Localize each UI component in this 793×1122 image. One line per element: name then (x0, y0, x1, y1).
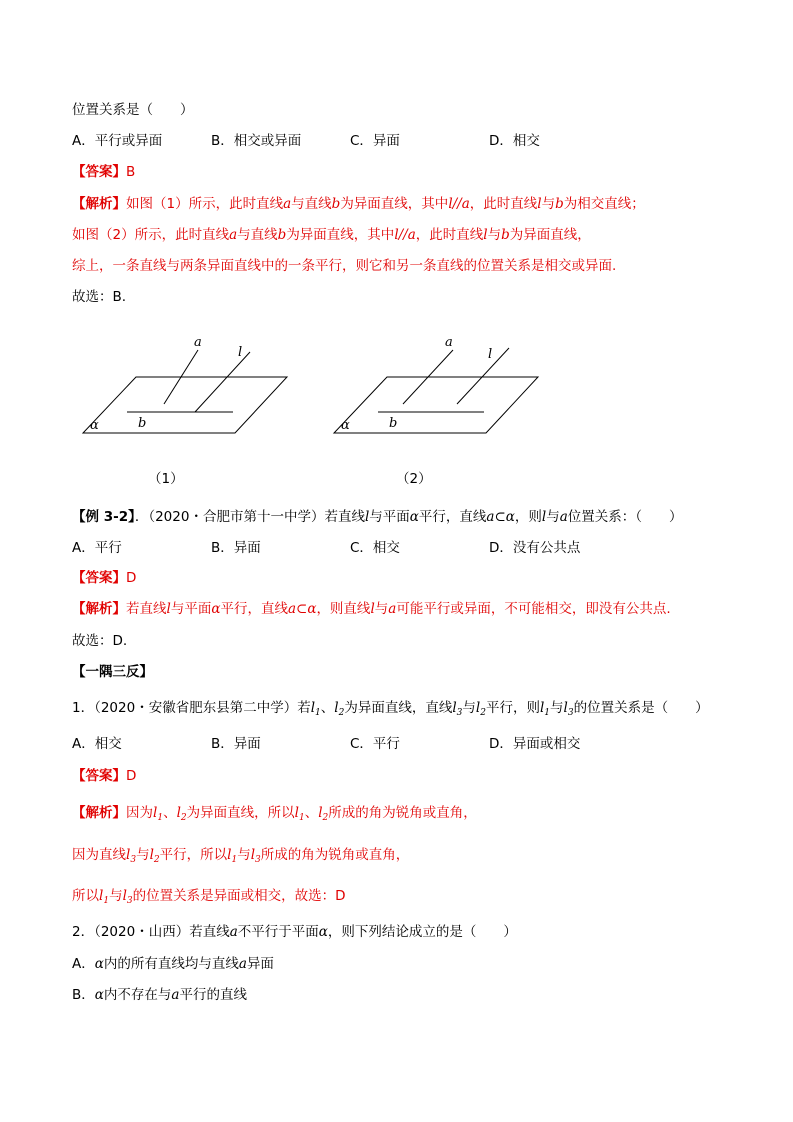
math-a: a (229, 227, 238, 243)
q1-stem (72, 698, 709, 723)
answer-tag: 【答案】 (72, 768, 126, 784)
text: 与直线 (291, 196, 332, 212)
text: 内的所有直线均与直线 (103, 956, 239, 972)
math-b: b (501, 227, 510, 243)
math-l3: $l_3$ (126, 847, 137, 865)
text: 若直线 (126, 601, 167, 617)
option-a[interactable]: A．平行 (72, 540, 122, 556)
line-l (457, 348, 509, 404)
text: 所成的角为锐角或直角， (328, 805, 477, 821)
label-a: a (194, 335, 202, 350)
answer-value: D (126, 570, 137, 586)
text: ，则下列结论成立的是（ ） (327, 924, 517, 940)
math-l1: $l_1$ (539, 700, 551, 718)
math-l-parallel-a: l//a (448, 196, 470, 212)
math-l: l (364, 509, 370, 525)
math-l2: $l_2$ (334, 700, 345, 718)
section-heading: 【一隅三反】 (72, 664, 153, 680)
option-b[interactable]: B．相交或异面 (211, 133, 302, 149)
math-l1: $l_1$ (153, 805, 164, 823)
math-l1: $l_1$ (294, 805, 305, 823)
text: 的位置关系是（ ） (573, 700, 709, 716)
choose-line: 故选：B. (72, 289, 127, 305)
math-alpha: α (211, 601, 221, 617)
answer-line (72, 568, 136, 588)
label-l: l (238, 345, 243, 360)
text: 异面 (246, 956, 274, 972)
text: 2．（2020・山西）若直线 (72, 924, 230, 940)
text: 与 (487, 227, 502, 243)
text: 为异面直线，所以 (186, 805, 295, 821)
text: 为异面直线，其中 (286, 227, 395, 243)
math-b: b (555, 196, 564, 212)
option-a[interactable] (72, 954, 274, 974)
answer-value: B (126, 164, 136, 180)
text: 与 (237, 847, 251, 863)
math-a: a (171, 987, 180, 1003)
math-a: a (388, 601, 397, 617)
figure-2-caption: （2） (396, 471, 432, 487)
text: 所以 (72, 888, 99, 904)
math-l3: $l_3$ (122, 888, 133, 906)
option-c[interactable]: C．异面 (350, 133, 400, 149)
plane-alpha (83, 377, 287, 433)
option-d[interactable]: D．异面或相交 (489, 736, 581, 752)
figure-1 (78, 330, 293, 440)
text: ，则 (514, 509, 542, 525)
text: 与平面 (369, 509, 410, 525)
text: 、 (304, 805, 319, 821)
answer-tag: 【答案】 (72, 570, 126, 586)
math-l2: $l_2$ (475, 700, 486, 718)
text: 的位置关系是异面或相交，故选：D (132, 888, 346, 904)
q2-stem (72, 922, 517, 942)
math-l: l (166, 601, 171, 617)
math-b: b (277, 227, 287, 243)
text: 与 (541, 196, 556, 212)
option-a[interactable]: A．相交 (72, 736, 122, 752)
option-c[interactable]: C．平行 (350, 736, 400, 752)
text: 如图（1）所示，此时直线 (126, 196, 284, 212)
text: 为异面直线，其中 (340, 196, 449, 212)
text: 不平行于平面 (237, 924, 319, 940)
math-l: l (370, 601, 375, 617)
text: 位置关系：（ ） (567, 509, 683, 525)
text: 、 (163, 805, 177, 821)
math-alpha: α (409, 509, 419, 525)
math-b: b (331, 196, 341, 212)
option-b[interactable]: B．异面 (211, 736, 261, 752)
answer-tag: 【答案】 (72, 164, 126, 180)
text: 与 (550, 700, 564, 716)
text: 因为 (126, 805, 153, 821)
analysis-tag: 【解析】 (72, 805, 126, 821)
analysis-tag: 【解析】 (72, 196, 126, 212)
label-l: l (488, 347, 493, 362)
options-row (72, 131, 540, 151)
text: 为相交直线； (563, 196, 645, 212)
analysis-tag: 【解析】 (72, 601, 126, 617)
math-l2: $l_2$ (149, 847, 160, 865)
text: 可能平行或异面，不可能相交，即没有公共点. (396, 601, 671, 617)
text: 平行的直线 (179, 987, 247, 1003)
option-a[interactable]: A．平行或异面 (72, 133, 163, 149)
label-alpha: α (341, 418, 350, 433)
math-a: a (559, 509, 568, 525)
analysis-line-2 (72, 225, 591, 245)
text: 与 (109, 888, 123, 904)
text: A． (72, 956, 95, 972)
math-l1: $l_1$ (99, 888, 110, 906)
label-b: b (138, 416, 147, 431)
text: 平行，直线 (418, 509, 487, 525)
text: ，此时直线 (469, 196, 538, 212)
question-stem-end: 位置关系是（ ） (72, 102, 194, 118)
example-3-2-stem (72, 507, 683, 527)
choose-line: 故选：D. (72, 633, 128, 649)
math-l-parallel-a: l//a (394, 227, 416, 243)
math-a: a (238, 956, 247, 972)
text: 如图（2）所示，此时直线 (72, 227, 230, 243)
analysis-line-3: 综上，一条直线与两条异面直线中的一条平行，则它和另一条直线的位置关系是相交或异面. (72, 258, 617, 274)
text: 内不存在与 (103, 987, 172, 1003)
option-c[interactable]: C．相交 (350, 540, 400, 556)
math-l3: $l_3$ (452, 700, 463, 718)
text: 平行，则 (485, 700, 540, 716)
figure-1-caption: （1） (148, 471, 184, 487)
line-l (195, 352, 250, 412)
text: 与 (462, 700, 476, 716)
math-a-subset-alpha: a⊂α (287, 601, 317, 617)
label-b: b (389, 416, 398, 431)
math-l: l (483, 227, 488, 243)
label-a: a (445, 335, 453, 350)
option-b[interactable]: B．异面 (211, 540, 261, 556)
label-alpha: α (90, 418, 99, 433)
math-l2: $l_2$ (176, 805, 187, 823)
options-row (72, 734, 580, 754)
text: ．（2020・合肥市第十一中学）若直线 (134, 509, 365, 525)
text: 与 (546, 509, 560, 525)
math-l1: $l_1$ (310, 700, 321, 718)
math-a-subset-alpha: a⊂α (486, 509, 515, 525)
math-a: a (229, 924, 238, 940)
text: 与 (136, 847, 150, 863)
text: 与平面 (170, 601, 212, 617)
analysis-line-1 (72, 803, 477, 828)
math-l2: $l_2$ (318, 805, 329, 823)
math-l: l (541, 509, 547, 525)
answer-value: D (126, 768, 137, 784)
math-l1: $l_1$ (227, 847, 238, 865)
text: ，此时直线 (415, 227, 484, 243)
math-alpha: α (318, 924, 328, 940)
text: 所成的角为锐角或直角， (260, 847, 410, 863)
text: 为异面直线，直线 (344, 700, 453, 716)
text: 为异面直线， (509, 227, 591, 243)
text: 1．（2020・安徽省肥东县第二中学）若 (72, 700, 311, 716)
text: 平行，直线 (220, 601, 288, 617)
math-a: a (283, 196, 292, 212)
text: 、 (320, 700, 335, 716)
answer-line (72, 766, 136, 786)
option-d[interactable]: D．相交 (489, 133, 540, 149)
plane-alpha (334, 377, 538, 433)
example-label: 【例 3-2】 (72, 509, 135, 525)
analysis-line-1 (72, 194, 645, 214)
option-b[interactable] (72, 985, 247, 1005)
math-l: l (537, 196, 542, 212)
math-alpha: α (94, 956, 104, 972)
math-l3: $l_3$ (563, 700, 574, 718)
text: 与 (374, 601, 389, 617)
answer-line (72, 162, 135, 182)
analysis-line-3 (72, 886, 346, 911)
analysis-line-2 (72, 845, 409, 870)
option-d[interactable]: D．没有公共点 (489, 540, 581, 556)
text: 因为直线 (72, 847, 126, 863)
math-l3: $l_3$ (250, 847, 261, 865)
text: ，则直线 (316, 601, 371, 617)
analysis-line (72, 599, 671, 619)
text: B． (72, 987, 95, 1003)
text: 平行，所以 (159, 847, 228, 863)
text: 与直线 (237, 227, 278, 243)
figure-2 (329, 330, 544, 440)
math-alpha: α (94, 987, 104, 1003)
options-row (72, 538, 580, 558)
